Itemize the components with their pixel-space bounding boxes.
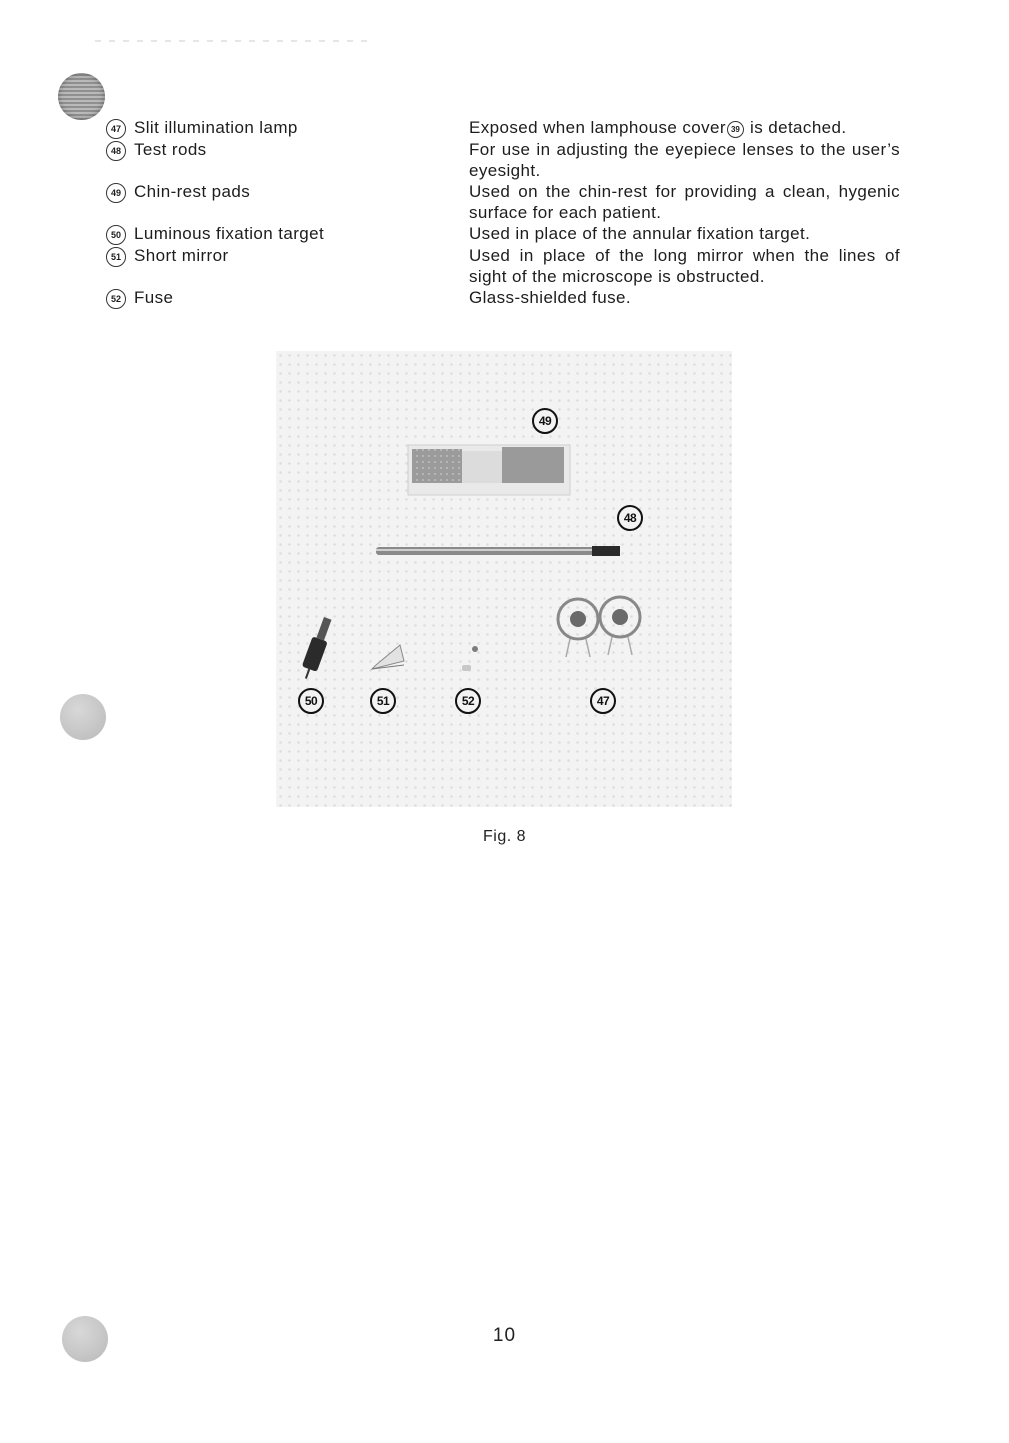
slit-lamp-image xyxy=(558,597,640,657)
part-description: Used in place of the annular fixation target. xyxy=(469,224,811,243)
part-row-fuse xyxy=(106,287,906,309)
figure-label-51: 51 xyxy=(370,688,396,714)
part-name: Short mirror xyxy=(134,246,229,265)
part-row-short-mirror xyxy=(106,245,906,287)
punch-hole-middle xyxy=(60,694,106,740)
part-number-badge: 52 xyxy=(106,289,126,309)
fuse-image xyxy=(462,646,478,671)
figure-label-48: 48 xyxy=(617,505,643,531)
punch-hole-top xyxy=(58,73,105,120)
part-description: Glass-shielded fuse. xyxy=(469,288,632,307)
part-description: For use in adjusting the eyepiece lenses to the user’s eyesight. xyxy=(469,140,900,180)
part-name: Luminous fixation target xyxy=(134,224,325,243)
part-name: Slit illumination lamp xyxy=(134,118,298,137)
part-number-badge: 50 xyxy=(106,225,126,245)
reference-number-badge: 39 xyxy=(727,121,744,138)
part-name: Test rods xyxy=(134,140,207,159)
part-description: Used in place of the long mirror when the lines of sight of the microscope is obstructed. xyxy=(469,246,900,286)
figure-label-52: 52 xyxy=(455,688,481,714)
figure-caption: Fig. 8 xyxy=(482,828,526,845)
part-number-badge: 51 xyxy=(106,247,126,267)
scan-artifact xyxy=(95,40,375,42)
short-mirror-image xyxy=(372,645,404,669)
part-name: Fuse xyxy=(134,288,174,307)
part-description: Exposed when lamphouse cover 39 is detached. xyxy=(469,118,847,137)
part-number-badge: 49 xyxy=(106,183,126,203)
part-name: Chin-rest pads xyxy=(134,182,251,201)
accessories-illustration xyxy=(276,351,732,807)
part-row-fixation-target xyxy=(106,223,906,245)
page-number: 10 xyxy=(492,1325,517,1346)
part-row-chin-rest-pads xyxy=(106,181,906,223)
part-number-badge: 47 xyxy=(106,119,126,139)
chin-rest-pads-image xyxy=(408,445,570,495)
figure-label-50: 50 xyxy=(298,688,324,714)
part-row-test-rods xyxy=(106,139,906,181)
figure-label-49: 49 xyxy=(532,408,558,434)
part-number-badge: 48 xyxy=(106,141,126,161)
parts-list xyxy=(106,117,906,309)
accessories-photo xyxy=(276,351,732,807)
fixation-target-image xyxy=(298,616,335,682)
part-description: Used on the chin-rest for providing a clean, hygenic surface for each patient. xyxy=(469,182,900,222)
figure-label-47: 47 xyxy=(590,688,616,714)
test-rod-image xyxy=(376,546,620,556)
part-row-slit-lamp xyxy=(106,117,906,139)
